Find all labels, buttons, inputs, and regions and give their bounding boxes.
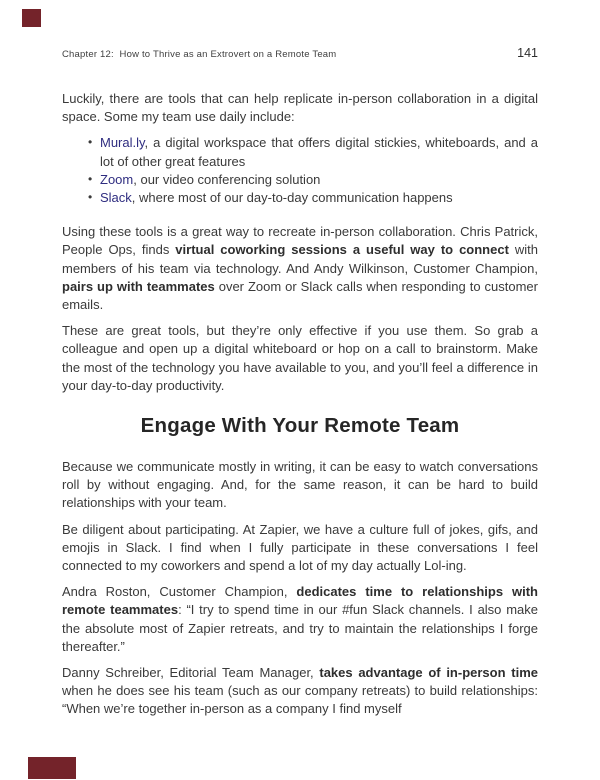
- section-heading: Engage With Your Remote Team: [140, 414, 460, 438]
- bold-text: pairs up with teammates: [62, 278, 215, 294]
- list-item-text: [100, 172, 320, 187]
- hyperlink-text[interactable]: Mural.ly: [100, 135, 145, 151]
- tools-list: [62, 134, 538, 207]
- text-run: Because we communicate mostly in writing, it can be easy to watch conversations roll by without engaging. And, for the same reason, it can be hard to build relationships with your team.: [62, 459, 538, 511]
- running-header: [62, 46, 538, 60]
- paragraph-andra-roston: [62, 583, 538, 656]
- paragraph-danny-schreiber: [62, 664, 538, 719]
- paragraph-using-tools: [62, 223, 538, 314]
- text-run: , where most of our day-to-day communication happens: [131, 190, 453, 206]
- text-run: , a digital workspace that offers digital stickies, whiteboards, and a lot of other great features: [100, 135, 538, 169]
- paragraph-intro: [62, 90, 538, 126]
- page-edge-mark-top: [22, 9, 41, 27]
- text-run: : “I try to spend time in our #fun Slack channels. I also make the absolute most of Zapier retreats, and try to maintain the relationships I forge thereafter.”: [62, 602, 538, 654]
- list-item-muraly: [62, 134, 538, 170]
- chapter-running-title: Chapter 12: How to Thrive as an Extrovert on a Remote Team: [62, 49, 337, 60]
- text-run: Be diligent about participating. At Zapier, we have a culture full of jokes, gifs, and emojis in Slack. I find when I fully participate in these conversations I feel connected to my coworkers and spend a lot of my day actually Lol-ing.: [62, 521, 538, 574]
- hyperlink-text[interactable]: Slack: [100, 190, 132, 206]
- list-item-text: [100, 190, 453, 205]
- bullet-icon: •: [88, 135, 93, 150]
- text-run: Andra Roston, Customer Champion,: [62, 584, 297, 600]
- text-run: Using these tools is a great way to recreate in-person collaboration. Chris Patrick, People Ops, finds: [62, 224, 538, 258]
- page-content: [62, 46, 538, 727]
- text-run: over Zoom or Slack calls when responding to customer emails.: [62, 278, 538, 313]
- text-run: These are great tools, but they’re only effective if you use them. So grab a colleague and open up a digital whiteboard or hop on a call to brainstorm. Make the most of the technology you have available to you, and you’ll feel a difference in your day-to-day productivity.: [62, 323, 538, 393]
- bold-text: takes advantage of in-person time: [319, 665, 538, 681]
- text-run: , our video conferencing solution: [133, 171, 321, 187]
- bold-text: dedicates time to relationships with remote teammates: [62, 584, 539, 618]
- bold-text: virtual coworking sessions a useful way to connect: [175, 242, 509, 258]
- bullet-icon: •: [88, 171, 93, 186]
- bullet-icon: •: [88, 190, 93, 205]
- page-edge-mark-bottom: [28, 757, 76, 779]
- page-number: 141: [517, 46, 538, 60]
- text-run: Danny Schreiber, Editorial Team Manager,: [62, 665, 320, 681]
- list-item-zoom: [62, 171, 538, 189]
- hyperlink-text[interactable]: Zoom: [100, 171, 134, 187]
- list-item-slack: [62, 189, 538, 207]
- paragraph-be-diligent: [62, 521, 538, 576]
- paragraph-great-tools: [62, 322, 538, 395]
- text-run: with members of his team via technology. And Andy Wilkinson, Customer Champion,: [62, 242, 538, 276]
- paragraph-because-writing: [62, 458, 538, 513]
- text-run: Luckily, there are tools that can help replicate in-person collaboration in a digital space. Some my team use daily include:: [62, 91, 538, 125]
- text-run: when he does see his team (such as our company retreats) to build relationships: “When we’re together in-person as a company I find myself: [62, 683, 538, 717]
- list-item-text: [100, 135, 538, 168]
